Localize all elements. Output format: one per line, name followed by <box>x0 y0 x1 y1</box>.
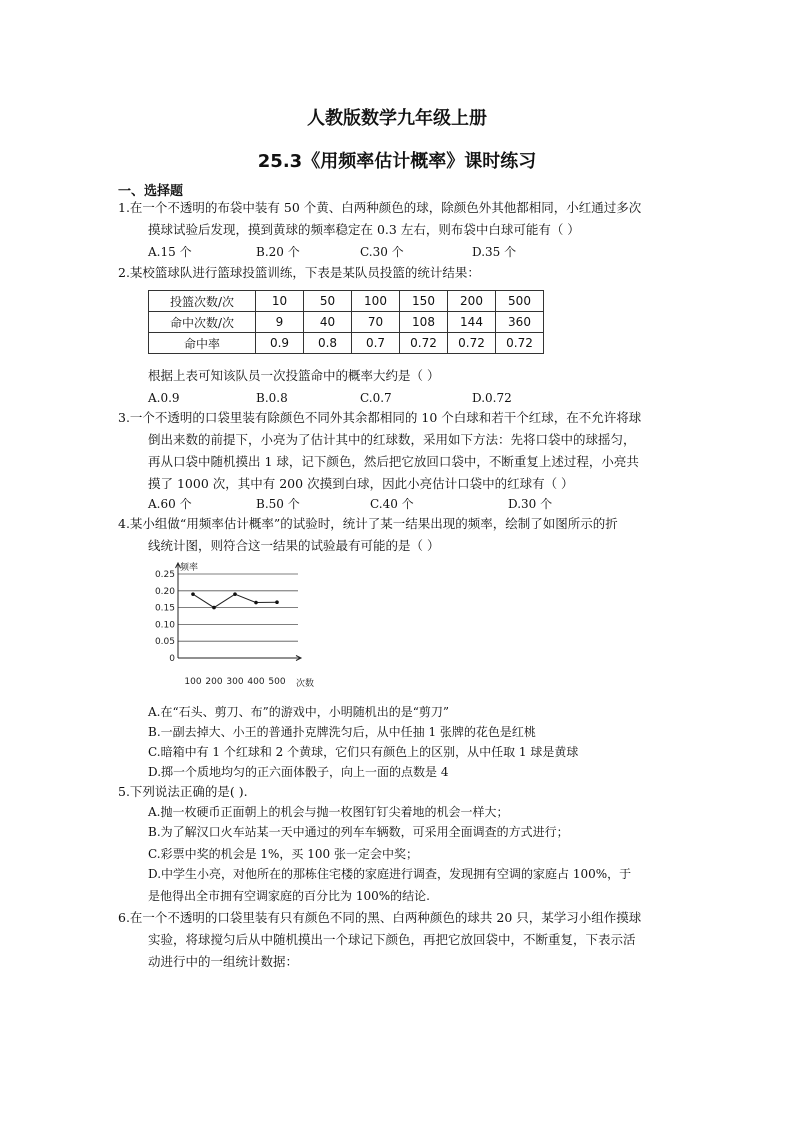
table-cell: 40 <box>304 312 352 333</box>
table-cell: 500 <box>496 291 544 312</box>
chart-x-tick-label: 300 <box>226 677 244 687</box>
chart-x-tick-label: 400 <box>247 677 265 687</box>
q2-option-a: A.0.9 <box>148 391 180 405</box>
table-cell: 0.72 <box>400 333 448 354</box>
chart-data-point <box>275 600 279 604</box>
table-row-label: 投篮次数/次 <box>149 291 256 312</box>
q2-option-c: C.0.7 <box>360 391 392 405</box>
q5-option-a: A.抛一枚硬币正面朝上的机会与抛一枚图钉钉尖着地的机会一样大； <box>148 805 509 819</box>
q6-line2: 实验，将球搅匀后从中随机摸出一个球记下颜色，再把它放回袋中，不断重复，下表示活 <box>148 932 636 947</box>
q3-option-a: A.60 个 <box>148 497 192 511</box>
chart-data-point <box>212 606 216 610</box>
table-row-label: 命中次数/次 <box>149 312 256 333</box>
chart-y-tick-label: 0.05 <box>154 637 175 648</box>
table-cell: 0.72 <box>496 333 544 354</box>
chart-y-ticks <box>155 570 175 664</box>
frequency-line-chart <box>148 560 328 692</box>
q2-option-d: D.0.72 <box>472 391 512 405</box>
q3-line1: 3.一个不透明的口袋里装有除颜色不同外其余都相同的 10 个白球和若干个红球，在不允许将球 <box>118 410 642 425</box>
q3-option-d: D.30 个 <box>508 497 553 511</box>
chart-series-line <box>193 594 277 607</box>
section-heading: 一、选择题 <box>118 184 184 199</box>
table-cell: 10 <box>256 291 304 312</box>
q1-option-b: B.20 个 <box>256 245 300 259</box>
table-cell: 0.9 <box>256 333 304 354</box>
table-cell: 50 <box>304 291 352 312</box>
q4-option-a: A.在“石头、剪刀、布”的游戏中，小明随机出的是“剪刀” <box>148 705 450 719</box>
table-cell: 70 <box>352 312 400 333</box>
q4-line1: 4.某小组做“用频率估计概率”的试验时，统计了某一结果出现的频率，绘制了如图所示的折 <box>118 516 618 531</box>
q5-option-d-continued: 是他得出全市拥有空调家庭的百分比为 100%的结论. <box>148 889 430 903</box>
q3-line4: 摸了 1000 次，其中有 200 次摸到白球，因此小亮估计口袋中的红球有（ ） <box>148 476 574 491</box>
q3-line2: 倒出来数的前提下，小亮为了估计其中的红球数，采用如下方法：先将口袋中的球摇匀， <box>148 432 636 447</box>
chart-x-ticks <box>184 677 285 687</box>
q2-line1: 2.某校篮球队进行篮球投篮训练，下表是某队员投篮的统计结果： <box>118 265 480 280</box>
chart-x-tick-label: 200 <box>205 677 223 687</box>
table-cell: 108 <box>400 312 448 333</box>
table-row <box>149 291 544 312</box>
q1-option-a: A.15 个 <box>148 245 192 259</box>
table-cell: 0.72 <box>448 333 496 354</box>
chart-y-tick-label: 0.15 <box>154 603 175 614</box>
table-cell: 0.8 <box>304 333 352 354</box>
chart-y-tick-label: 0.25 <box>154 570 175 580</box>
chart-data-point <box>191 592 195 596</box>
q3-option-c: C.40 个 <box>370 497 414 511</box>
q3-line3: 再从口袋中随机摸出 1 球，记下颜色，然后把它放回口袋中，不断重复上述过程，小亮共 <box>148 454 639 469</box>
chart-y-tick-label: 0 <box>169 654 175 664</box>
q1-option-c: C.30 个 <box>360 245 404 259</box>
chart-data-point <box>254 601 258 605</box>
chart-x-tick-label: 500 <box>268 677 286 687</box>
table-row-label: 命中率 <box>149 333 256 354</box>
q5-option-c: C.彩票中奖的机会是 1%，买 100 张一定会中奖； <box>148 847 418 861</box>
chart-series <box>191 592 279 609</box>
q1-line2: 摸球试验后发现，摸到黄球的频率稳定在 0.3 左右，则布袋中白球可能有（ ） <box>148 222 580 237</box>
q3-option-b: B.50 个 <box>256 497 300 511</box>
table-cell: 0.7 <box>352 333 400 354</box>
chart-y-tick-label: 0.20 <box>154 586 175 597</box>
table-cell: 360 <box>496 312 544 333</box>
chart-grid <box>178 574 298 641</box>
q5-option-b: B.为了解汉口火车站某一天中通过的列车车辆数，可采用全面调查的方式进行； <box>148 825 569 839</box>
q2-line2: 根据上表可知该队员一次投篮命中的概率大约是（ ） <box>148 368 440 383</box>
q5-option-d: D.中学生小亮，对他所在的那栋住宅楼的家庭进行调查，发现拥有空调的家庭占 100%，于 <box>148 867 632 881</box>
table-cell: 9 <box>256 312 304 333</box>
table-cell: 144 <box>448 312 496 333</box>
chart-x-axis-label: 次数 <box>296 679 315 689</box>
q4-option-b: B.一副去掉大、小王的普通扑克牌洗匀后，从中任抽 1 张牌的花色是红桃 <box>148 725 536 739</box>
table-cell: 200 <box>448 291 496 312</box>
chart-axes <box>176 563 302 661</box>
q5-line1: 5.下列说法正确的是( ). <box>118 784 248 799</box>
shooting-stats-table <box>148 290 544 354</box>
table-cell: 150 <box>400 291 448 312</box>
page-subtitle: 25.3《用频率估计概率》课时练习 <box>257 151 537 172</box>
q1-option-d: D.35 个 <box>472 245 517 259</box>
q6-line1: 6.在一个不透明的口袋里装有只有颜色不同的黑、白两种颜色的球共 20 只，某学习小组作摸球 <box>118 910 642 925</box>
chart-data-point <box>233 592 237 596</box>
q4-line2: 线统计图，则符合这一结果的试验最有可能的是（ ） <box>148 538 440 553</box>
q1-line1: 1.在一个不透明的布袋中装有 50 个黄、白两种颜色的球，除颜色外其他都相同，小红通过多次 <box>118 200 642 215</box>
table-row <box>149 312 544 333</box>
chart-y-axis-label: 频率 <box>180 563 199 573</box>
chart-y-tick-label: 0.10 <box>154 620 175 631</box>
q4-option-c: C.暗箱中有 1 个红球和 2 个黄球，它们只有颜色上的区别，从中任取 1 球是黄球 <box>148 745 579 759</box>
q4-option-d: D.掷一个质地均匀的正六面体骰子，向上一面的点数是 4 <box>148 765 449 779</box>
page-title: 人教版数学九年级上册 <box>307 108 487 129</box>
table-cell: 100 <box>352 291 400 312</box>
chart-x-tick-label: 100 <box>184 677 202 687</box>
table-row <box>149 333 544 354</box>
q2-option-b: B.0.8 <box>256 391 288 405</box>
q6-line3: 动进行中的一组统计数据： <box>148 954 299 969</box>
